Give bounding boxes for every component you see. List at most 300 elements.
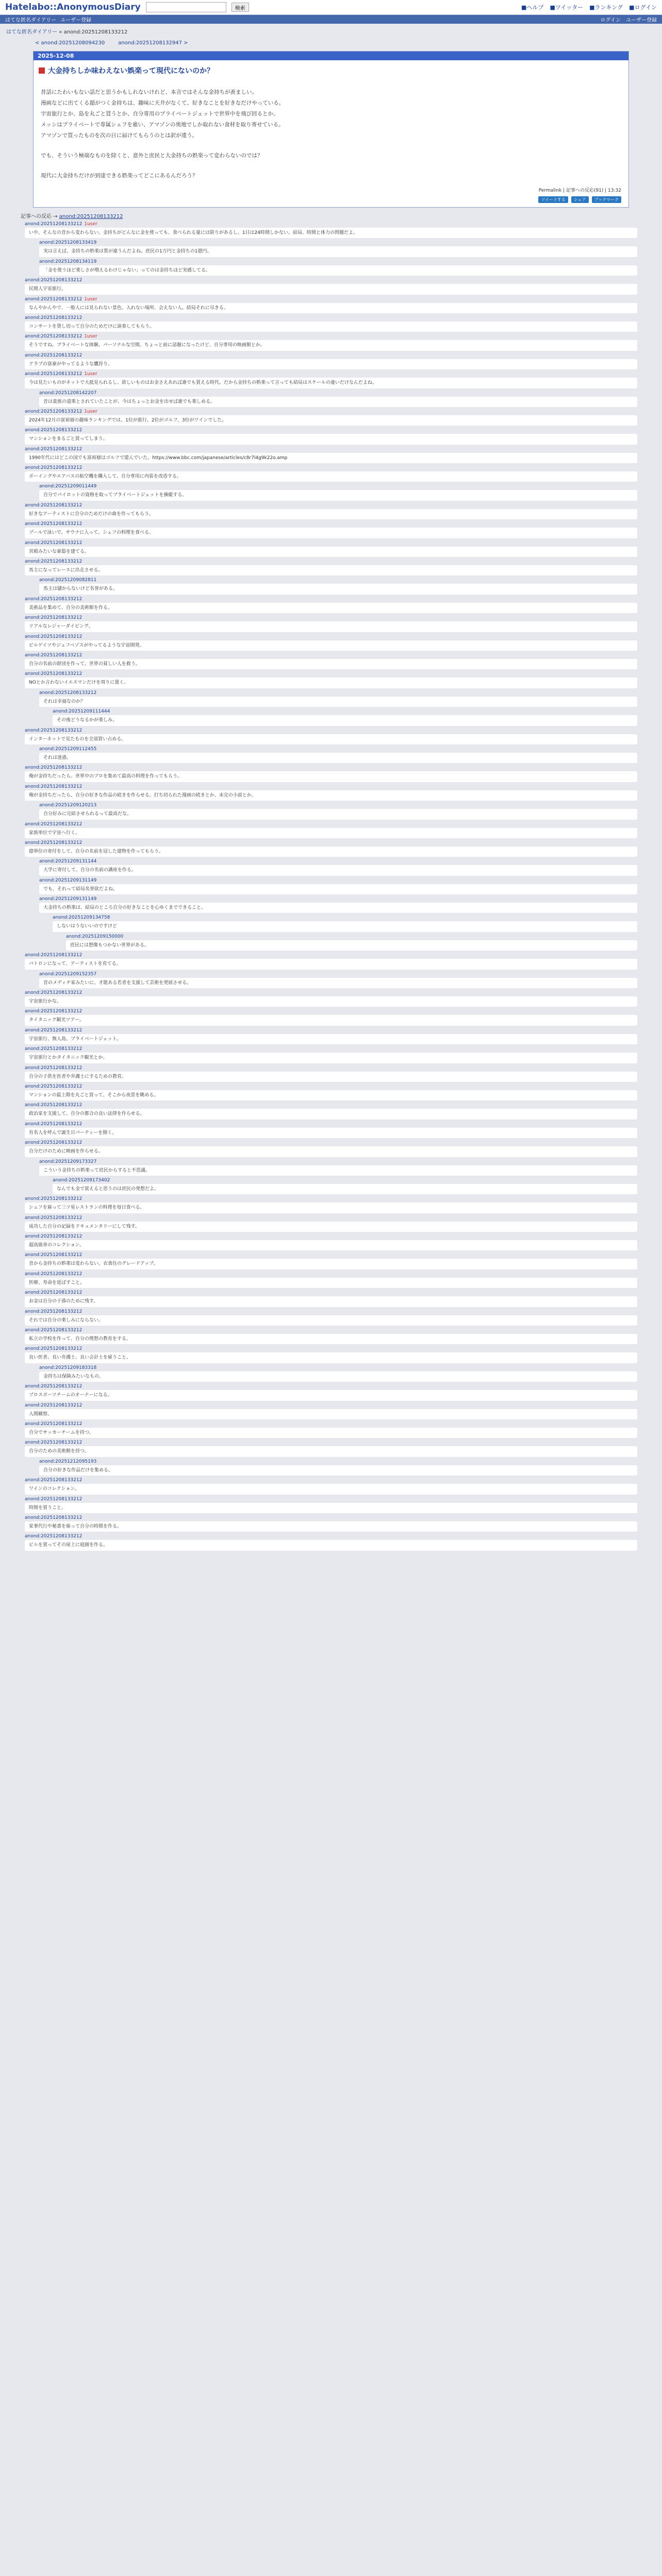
reply-header (39, 972, 637, 977)
reply-id-link[interactable]: anond:20251208133212 (25, 352, 82, 358)
reply-text: 時間を買うこと。 (25, 1503, 637, 1513)
reply-item (53, 1178, 637, 1194)
nav-login[interactable]: ログイン (600, 18, 621, 23)
reply-header (25, 540, 637, 546)
reply-text: それでは自分の楽しみにならない。 (25, 1315, 637, 1326)
entry-paragraph: 現代に大金持ちだけが到達できる娯楽ってどこにあるんだろう？ (41, 173, 198, 179)
reply-id-link[interactable]: anond:20251209120213 (39, 803, 97, 808)
login-link-top[interactable]: ■ログイン (629, 4, 657, 11)
reply-item (25, 1515, 637, 1532)
reply-item (25, 1084, 637, 1100)
reply-item (39, 747, 637, 763)
reply-id-link[interactable]: anond:20251208133212 (25, 428, 82, 433)
reply-text: 馬主になってレースに出走させる。 (25, 565, 637, 575)
reply-id-link[interactable]: anond:20251208133212 (25, 1534, 82, 1539)
reply-id-link[interactable]: anond:20251208133212 (25, 296, 82, 302)
entry-box (33, 51, 629, 208)
bookmark-count-badge[interactable]: 1user (84, 409, 97, 414)
reply-item (25, 990, 637, 1007)
reply-item (25, 1440, 637, 1456)
reply-item (25, 1140, 637, 1157)
reply-id-link[interactable]: anond:20251208133212 (25, 521, 82, 527)
reply-header (25, 297, 637, 302)
reply-id-link[interactable]: anond:20251208133212 (25, 1496, 82, 1502)
entry-paragraph: 宇宙旅行とか、島を丸ごと買うとか、自分専用のプライベートジェットで世界中を飛び回るとか。 (41, 111, 279, 117)
reply-id-link[interactable]: anond:20251208133212 (25, 1252, 82, 1258)
reply-text: 金持ちは保険みたいなもの。 (39, 1371, 637, 1382)
reply-text: 自分のための美術館を持つ。 (25, 1446, 637, 1456)
entry-body (34, 80, 628, 187)
reply-id-link[interactable]: anond:20251208133212 (25, 1271, 82, 1277)
reply-text: 俺が金持ちだったら、世界中のプロを集めて最高の料理を作ってもらう。 (25, 771, 637, 782)
reply-text: 医療、寿命を延ばすこと。 (25, 1278, 637, 1288)
bookmark-count-badge[interactable]: 1user (84, 222, 97, 227)
reply-header (25, 334, 637, 339)
reply-id-link[interactable]: anond:20251208134119 (39, 259, 97, 264)
reply-text: こういう金持ちの娯楽って庶民からすると不思議。 (39, 1165, 637, 1176)
reply-id-link[interactable]: anond:20251208133212 (25, 222, 82, 227)
reply-text: 成功した自分の記録をドキュメンタリーにして残す。 (25, 1222, 637, 1232)
reply-item (25, 1421, 637, 1438)
reply-header (39, 484, 637, 489)
entry-paragraph: アマゾンで買ったものを次の日に届けてもらうのとは訳が違う。 (41, 132, 198, 139)
nav-right (601, 15, 657, 23)
reply-item (25, 278, 637, 294)
reply-text: インターネットで見たものを全部買い占める。 (25, 734, 637, 744)
share-buttons (34, 196, 628, 207)
reply-header (25, 1103, 637, 1108)
reply-text: 億単位の寄付をして、自分の名前を冠した建物を作ってもらう。 (25, 846, 637, 857)
reply-item (25, 728, 637, 744)
bookmark-count-badge[interactable]: 1user (84, 296, 97, 302)
reply-id-link[interactable]: anond:20251208133212 (25, 1346, 82, 1352)
reply-id-link[interactable]: anond:20251208133212 (25, 1196, 82, 1202)
reply-item (25, 1384, 637, 1400)
reply-item (25, 222, 637, 238)
reply-text: 好きなアーティストに自分のためだけの曲を作ってもらう。 (25, 509, 637, 519)
reply-id-link[interactable]: anond:20251209112455 (39, 746, 97, 752)
reply-header (25, 1028, 637, 1033)
bookmark-button[interactable]: ブックマーク (592, 196, 621, 203)
reply-header (25, 765, 637, 770)
prev-entry-link[interactable]: < anond:20251208094230 (35, 40, 105, 46)
reply-text: 家族単位で宇宙へ行く。 (25, 828, 637, 838)
reply-item (25, 1252, 637, 1269)
reply-item (66, 934, 637, 951)
reply-id-link[interactable]: anond:20251208133212 (25, 765, 82, 771)
reply-header (53, 915, 637, 920)
reply-text: 1990年代にはどこの国でも富裕層はゴルフで遊んでいた。https://www.bbc.com/japanese/articles/c8r7l4g9k22o.amp (25, 453, 637, 463)
reply-item (25, 1534, 637, 1550)
reply-item (25, 1478, 637, 1494)
reply-header (25, 1009, 637, 1014)
breadcrumb-current: anond:20251208133212 (63, 29, 128, 35)
reply-id-link[interactable]: anond:20251208133212 (25, 446, 82, 452)
entry-paragraph: 昔話にたわいもない話だと思うかもしれないけれど、本音ではそんな金持ちが羨ましい。 (41, 89, 257, 95)
reply-text: でも、それって結局名誉欲だよね。 (39, 884, 637, 894)
reply-text: タイタニック観光ツアー。 (25, 1015, 637, 1025)
reply-header (25, 465, 637, 470)
reply-header (39, 259, 637, 264)
reply-text: 昔は貴族の道楽とされていたことが、今はちょっとお金を出せば誰でも楽しめる。 (39, 397, 637, 407)
reply-id-link[interactable]: anond:20251208133212 (25, 615, 82, 621)
reply-header (25, 371, 637, 377)
reply-id-link[interactable]: anond:20251208133212 (25, 953, 82, 958)
reply-text: シェフを雇って三ツ星レストランの料理を毎日食べる。 (25, 1202, 637, 1213)
reply-text: それは幸福なのか？ (39, 697, 637, 707)
reply-text: 自分の子供を医者や弁護士にするための教育。 (25, 1072, 637, 1082)
reply-id-link[interactable]: anond:20251208133212 (25, 990, 82, 996)
reply-header (25, 653, 637, 658)
reply-id-link[interactable]: anond:20251208133212 (25, 1309, 82, 1314)
reply-item (25, 315, 637, 332)
reply-header (39, 1365, 637, 1370)
reply-item (25, 1028, 637, 1044)
reply-id-link[interactable]: anond:20251208142207 (39, 390, 97, 396)
reply-item (25, 428, 637, 444)
reply-header (25, 1065, 637, 1071)
reply-header (25, 1290, 637, 1295)
reply-item (25, 521, 637, 538)
reply-header (25, 1084, 637, 1089)
reply-item (25, 1215, 637, 1232)
reply-header (25, 671, 637, 676)
reply-text: 「金を使うほど楽しさが増えるわけじゃない」ってのは金持ちほど実感してる。 (39, 265, 637, 276)
reply-item (25, 334, 637, 350)
reply-id-link[interactable]: anond:20251208133212 (25, 409, 82, 414)
reply-item (25, 1234, 637, 1250)
reply-id-link[interactable]: anond:20251208133212 (25, 1009, 82, 1014)
bookmark-count-badge[interactable]: 1user (84, 371, 97, 377)
reply-text: その後どうなるかが楽しみ。 (53, 715, 637, 725)
reply-header (25, 1534, 637, 1539)
reply-text: 政治家を支援して、自分の都合の良い法律を作らせる。 (25, 1109, 637, 1119)
reply-item (25, 671, 637, 688)
reply-id-link[interactable]: anond:20251208133212 (25, 1328, 82, 1333)
reply-text: 昔から金持ちの娯楽は変わらない。衣食住のグレードアップ。 (25, 1259, 637, 1269)
reply-item (25, 597, 637, 613)
tweet-button[interactable]: ツイートする (538, 196, 568, 203)
reply-text: 自分だけのために映画を作らせる。 (25, 1146, 637, 1157)
reply-id-link[interactable]: anond:20251208133212 (25, 465, 82, 471)
reply-item (25, 1009, 637, 1025)
reply-item (25, 1309, 637, 1326)
reply-id-link[interactable]: anond:20251209011449 (39, 484, 97, 489)
reply-header (25, 1328, 637, 1333)
reply-text: 自分でパイロットの資格を取ってプライベートジェットを操縦する。 (39, 490, 637, 500)
reply-item (39, 896, 637, 913)
reply-item (25, 465, 637, 482)
entry-paragraph: 漫画などに出てくる超がつく金持ちは、趣味に天井がなくて、好きなことを好きなだけやっている。 (41, 100, 285, 106)
reply-text: 私立の学校を作って、自分の理想の教育をする。 (25, 1334, 637, 1344)
reply-header (39, 878, 637, 883)
reply-text: 民間人宇宙旅行。 (25, 284, 637, 294)
reply-header (39, 578, 637, 583)
reply-item (25, 784, 637, 801)
ranking-link[interactable]: ■ランキング (589, 4, 623, 11)
reply-header (25, 953, 637, 958)
reply-item (39, 1459, 637, 1476)
reply-item (25, 1403, 637, 1419)
next-entry-link[interactable]: anond:20251208132947 > (118, 40, 188, 46)
reply-id-link[interactable]: anond:20251208133212 (25, 540, 82, 546)
reply-id-link[interactable]: anond:20251212095193 (39, 1459, 97, 1464)
reply-text: なんやかんやで、一般人には見られない景色、入れない場所、会えない人。結局それに尽きる。 (25, 303, 637, 313)
reply-id-link[interactable]: anond:20251208133212 (25, 278, 82, 283)
reply-text: リアルなレジャーダイビング。 (25, 621, 637, 632)
top-links (521, 3, 657, 11)
reply-text: 馬主は儲からないけど名誉がある。 (39, 584, 637, 594)
reply-header (25, 1122, 637, 1127)
nav-home[interactable]: はてな匿名ダイアリー (5, 18, 57, 23)
reply-item (25, 615, 637, 632)
reply-header (25, 353, 637, 358)
reply-text: プールで泳いで、サウナに入って、シェフの料理を食べる。 (25, 528, 637, 538)
reply-id-link[interactable]: anond:20251208133419 (39, 240, 97, 246)
share-button[interactable]: シェア (571, 196, 589, 203)
reply-id-link[interactable]: anond:20251208133212 (25, 821, 82, 827)
reply-id-link[interactable]: anond:20251208133212 (39, 690, 97, 696)
reply-item (25, 1346, 637, 1363)
reply-text: NOとか言わないイエスマンだけを周りに置く。 (25, 677, 637, 688)
reply-text: 宇宙旅行かな。 (25, 996, 637, 1007)
reply-id-link[interactable]: anond:20251208133212 (25, 1478, 82, 1483)
reply-id-link[interactable]: anond:20251209111444 (53, 709, 110, 715)
reply-id-link[interactable]: anond:20251208133212 (25, 1402, 82, 1408)
reply-item (25, 953, 637, 969)
reply-header (25, 1215, 637, 1221)
entry-paragraph-gap (41, 141, 621, 150)
reply-item (39, 859, 637, 875)
reply-text: いや、そんなの昔から変わらない。金持ちがどんなに金を使っても、食べられる量には限りがあるし、1日は24時間しかない。結局、時間と体力の問題だよ。 (25, 228, 637, 238)
reply-item (39, 878, 637, 894)
reply-item (25, 1196, 637, 1213)
reply-item (39, 391, 637, 407)
reply-item (25, 540, 637, 557)
search-input[interactable] (146, 2, 226, 12)
reply-text: 昔のメディチ家みたいに、才能ある若者を支援して芸術を発展させる。 (39, 978, 637, 988)
reply-header (25, 1497, 637, 1502)
reply-id-link[interactable]: anond:20251208133212 (25, 1234, 82, 1240)
reply-id-link[interactable]: anond:20251208133212 (25, 1440, 82, 1446)
reply-header (25, 278, 637, 283)
twitter-link[interactable]: ■ツイッター (550, 4, 584, 11)
reply-text: 庶民には想像もつかない世界がある。 (66, 940, 637, 951)
reply-id-link[interactable]: anond:20251209131149 (39, 877, 97, 883)
reply-item (25, 297, 637, 313)
reply-item (39, 578, 637, 594)
reply-text: それは迷惑。 (39, 753, 637, 763)
reply-item (25, 1065, 637, 1082)
reply-header (25, 597, 637, 602)
reply-text: 俺が金持ちだったら、自分の好きな作品の続きを作らせる。打ち切られた漫画の続きとか、未完の小説とか。 (25, 790, 637, 801)
reply-text: マンションをまるごと買ってしまう。 (25, 434, 637, 444)
reply-list (25, 222, 637, 1551)
reply-header (25, 521, 637, 527)
reply-id-link[interactable]: anond:20251208133212 (25, 652, 82, 658)
reply-item (39, 259, 637, 276)
reply-item (25, 634, 637, 651)
reply-text: 家事代行や秘書を雇って自分の時間を作る。 (25, 1521, 637, 1532)
reply-id-link[interactable]: anond:20251208133212 (25, 371, 82, 377)
reply-header (25, 222, 637, 227)
reply-id-link[interactable]: anond:20251209134758 (53, 915, 110, 921)
reply-id-link[interactable]: anond:20251208133212 (25, 1046, 82, 1052)
reply-header (25, 1309, 637, 1314)
reply-text: 宮殿みたいな豪邸を建てる。 (25, 547, 637, 557)
reply-header (25, 1421, 637, 1427)
reply-item (25, 353, 637, 369)
reply-id-link[interactable]: anond:20251209082811 (39, 578, 97, 583)
reply-item (25, 1497, 637, 1513)
reply-header (25, 728, 637, 733)
reply-header (25, 447, 637, 452)
reply-id-link[interactable]: anond:20251208133212 (25, 315, 82, 320)
reply-item (25, 840, 637, 857)
reply-id-link[interactable]: anond:20251208133212 (25, 1083, 82, 1089)
reply-header (39, 747, 637, 752)
reply-text: 宇宙旅行とかタイタニック観光とか。 (25, 1053, 637, 1063)
entry-title[interactable] (34, 60, 628, 80)
reply-item (39, 690, 637, 707)
reply-item (53, 709, 637, 725)
reply-header (39, 896, 637, 902)
reply-header (39, 391, 637, 396)
bookmark-count-badge[interactable]: 1user (84, 334, 97, 340)
reply-id-link[interactable]: anond:20251208133212 (25, 1290, 82, 1296)
reply-text: アラブの富豪がやってるような鷹狩り。 (25, 359, 637, 369)
search-button[interactable]: 検索 (231, 3, 249, 12)
entry-paragraph-gap (41, 161, 621, 171)
reply-header (39, 240, 637, 245)
reply-header (39, 859, 637, 864)
reply-header (25, 1234, 637, 1239)
reply-id-link[interactable]: anond:20251208133212 (25, 1140, 82, 1146)
nav-signup[interactable]: ユーザー登録 (626, 18, 657, 23)
entry-footer[interactable]: Permalink | 記事への反応(91) | 13:32 (538, 188, 621, 193)
reply-id-link[interactable]: anond:20251208133212 (25, 1103, 82, 1108)
site-logo[interactable]: Hatelabo::AnonymousDiary (5, 2, 141, 12)
nav-register[interactable]: ユーザー登録 (60, 18, 92, 23)
reply-header (25, 784, 637, 789)
reply-text: ボーイングやエアバスの航空機を購入して、自分専用に内装を改造する。 (25, 471, 637, 482)
reply-text: ビルを買ってその屋上に庭園を作る。 (25, 1540, 637, 1550)
reply-item (25, 1272, 637, 1288)
reply-header (25, 1403, 637, 1408)
reply-header (39, 1159, 637, 1164)
reply-item (25, 1103, 637, 1119)
reply-text: プロスポーツチームのオーナーになる。 (25, 1390, 637, 1400)
reply-header (25, 990, 637, 995)
refs-heading: 記事への反応 → anond:20251208133212 (21, 214, 123, 219)
reply-id-link[interactable]: anond:20251208133212 (25, 671, 82, 677)
reply-item (39, 1365, 637, 1382)
reply-header (25, 1384, 637, 1389)
entry-square-icon (39, 67, 45, 74)
reply-item (25, 1328, 637, 1344)
entry-paragraph: メッシはプライベートで専属シェフを雇い、アマゾンの奥地でしか取れない食材を取り寄せている。 (41, 122, 284, 128)
reply-header (25, 1140, 637, 1145)
reply-text: 人間観察。 (25, 1409, 637, 1419)
reply-id-link[interactable]: anond:20251208133212 (25, 334, 82, 340)
reply-id-link[interactable]: anond:20251209152357 (39, 971, 97, 977)
reply-header (53, 1178, 637, 1183)
reply-header (25, 1440, 637, 1445)
reply-header (39, 803, 637, 808)
reply-item (39, 484, 637, 500)
help-link[interactable]: ■ヘルプ (521, 4, 544, 11)
reply-header (66, 934, 637, 939)
reply-header (25, 315, 637, 320)
reply-text: 2024年12月の富裕層の趣味ランキングでは、1位が旅行、2位がゴルフ、3位がワインでした。 (25, 415, 637, 426)
reply-id-link[interactable]: anond:20251208133212 (25, 784, 82, 789)
reply-id-link[interactable]: anond:20251209131144 (39, 859, 97, 865)
reply-header (25, 1515, 637, 1520)
reply-id-link[interactable]: anond:20251208133212 (25, 559, 82, 565)
reply-header (25, 503, 637, 508)
reply-id-link[interactable]: anond:20251208133212 (25, 1065, 82, 1071)
reply-header (39, 1459, 637, 1464)
reply-header (25, 840, 637, 845)
pager (0, 35, 662, 51)
reply-id-link[interactable]: anond:20251208133212 (25, 634, 82, 639)
reply-id-link[interactable]: anond:20251209183318 (39, 1365, 97, 1370)
reply-item (25, 1122, 637, 1138)
reply-item (25, 447, 637, 463)
reply-text: ワインのコレクション。 (25, 1484, 637, 1494)
reply-id-link[interactable]: anond:20251209173402 (53, 1177, 110, 1183)
reply-item (25, 409, 637, 426)
reply-header (25, 1346, 637, 1351)
reply-item (25, 1290, 637, 1307)
breadcrumb-home[interactable]: はてな匿名ダイアリー (6, 29, 58, 35)
reply-text: 大金持ちの娯楽は、結局のところ自分の好きなことを心ゆくまでできること。 (39, 903, 637, 913)
reply-text: お金は自分の子孫のために残す。 (25, 1296, 637, 1307)
reply-id-link[interactable]: anond:20251208133212 (25, 1027, 82, 1033)
reply-item (39, 240, 637, 257)
reply-id-link[interactable]: anond:20251208133212 (25, 502, 82, 508)
reply-id-link[interactable]: anond:20251209150000 (66, 934, 124, 939)
reply-id-link[interactable]: anond:20251208133212 (25, 1515, 82, 1520)
reply-id-link[interactable]: anond:20251208133212 (25, 1215, 82, 1221)
reply-text: 超高級車のコレクション。 (25, 1240, 637, 1250)
reply-item (25, 1046, 637, 1063)
reply-id-link[interactable]: anond:20251208133212 (25, 1121, 82, 1127)
reply-id-link[interactable]: anond:20251208133212 (25, 596, 82, 602)
reply-item (25, 822, 637, 838)
reply-item (25, 503, 637, 519)
reply-text: 自分の好きな作品だけを集める。 (39, 1465, 637, 1476)
reply-header (25, 1252, 637, 1258)
reply-text: 有名人を呼んで誕生日パーティーを開く。 (25, 1128, 637, 1138)
reply-text: 自分好みに完結させられるって最高だな。 (39, 809, 637, 819)
reply-item (25, 371, 637, 388)
reply-text: 美術品を集めて、自分の美術館を作る。 (25, 603, 637, 613)
reply-id-link[interactable]: anond:20251209131149 (39, 896, 97, 902)
reply-text: 大学に寄付して、自分の名前の講座を作る。 (39, 865, 637, 875)
reply-text: 自分の名前の財団を作って、世界の貧しい人を救う。 (25, 659, 637, 669)
refs-target-link[interactable]: anond:20251208133212 (59, 214, 123, 219)
reply-header (25, 615, 637, 620)
reply-header (25, 1478, 637, 1483)
reply-id-link[interactable]: anond:20251208133212 (25, 840, 82, 845)
reply-id-link[interactable]: anond:20251208133212 (25, 1384, 82, 1389)
reply-header (53, 709, 637, 714)
reply-id-link[interactable]: anond:20251209173327 (39, 1159, 97, 1164)
breadcrumb: はてな匿名ダイアリー » anond:20251208133212 (6, 29, 128, 35)
reply-id-link[interactable]: anond:20251208133212 (25, 1421, 82, 1427)
reply-id-link[interactable]: anond:20251208133212 (25, 727, 82, 733)
